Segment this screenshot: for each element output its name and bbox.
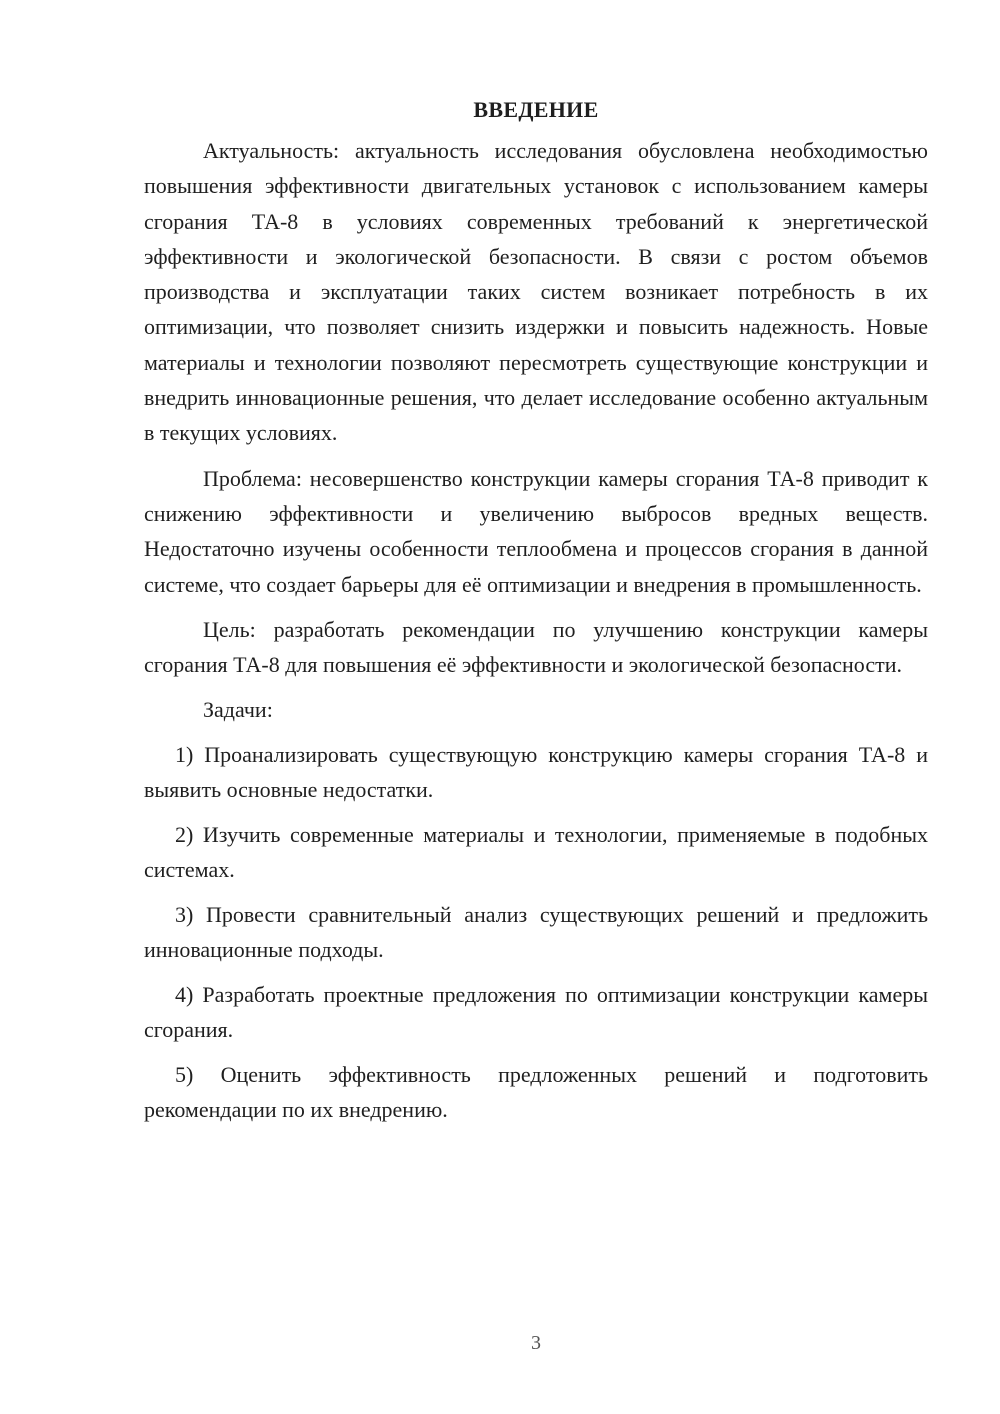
page-number: 3 xyxy=(531,1332,541,1354)
task-item-3: 3) Провести сравнительный анализ существующих решений и предложить инновационные подходы. xyxy=(144,902,928,963)
page-title: ВВЕДЕНИЕ xyxy=(473,97,599,122)
document-page xyxy=(144,92,928,1127)
task-item-4: 4) Разработать проектные предложения по оптимизации конструкции камеры сгорания. xyxy=(144,982,928,1043)
task-item-1: 1) Проанализировать существующую конструкцию камеры сгорания ТА-8 и выявить основные недостатки. xyxy=(144,742,928,803)
paragraph-relevance: Актуальность: актуальность исследования обусловлена необходимостью повышения эффективности двигательных установок с использованием камеры сгорания ТА-8 в условиях современных требований к энергетической эффективности и экологической безопасности. В связи с ростом объемов производства и эксплуатации таких систем возникает потребность в их оптимизации, что позволяет снизить издержки и повысить надежность. Новые материалы и технологии позволяют пересмотреть существующие конструкции и внедрить инновационные решения, что делает исследование особенно актуальным в текущих условиях. xyxy=(144,138,928,446)
task-item-5: 5) Оценить эффективность предложенных решений и подготовить рекомендации по их внедрению. xyxy=(144,1062,928,1123)
paragraph-goal: Цель: разработать рекомендации по улучшению конструкции камеры сгорания ТА-8 для повышения её эффективности и экологической безопасности. xyxy=(144,616,928,678)
task-item-2: 2) Изучить современные материалы и технологии, применяемые в подобных системах. xyxy=(144,822,928,883)
tasks-heading: Задачи: xyxy=(203,697,273,723)
paragraph-problem: Проблема: несовершенство конструкции камеры сгорания ТА-8 приводит к снижению эффективности и увеличению выбросов вредных веществ. Недостаточно изучены особенности теплообмена и процессов сгорания в данной системе, что создает барьеры для её оптимизации и внедрения в промышленность. xyxy=(144,465,928,597)
